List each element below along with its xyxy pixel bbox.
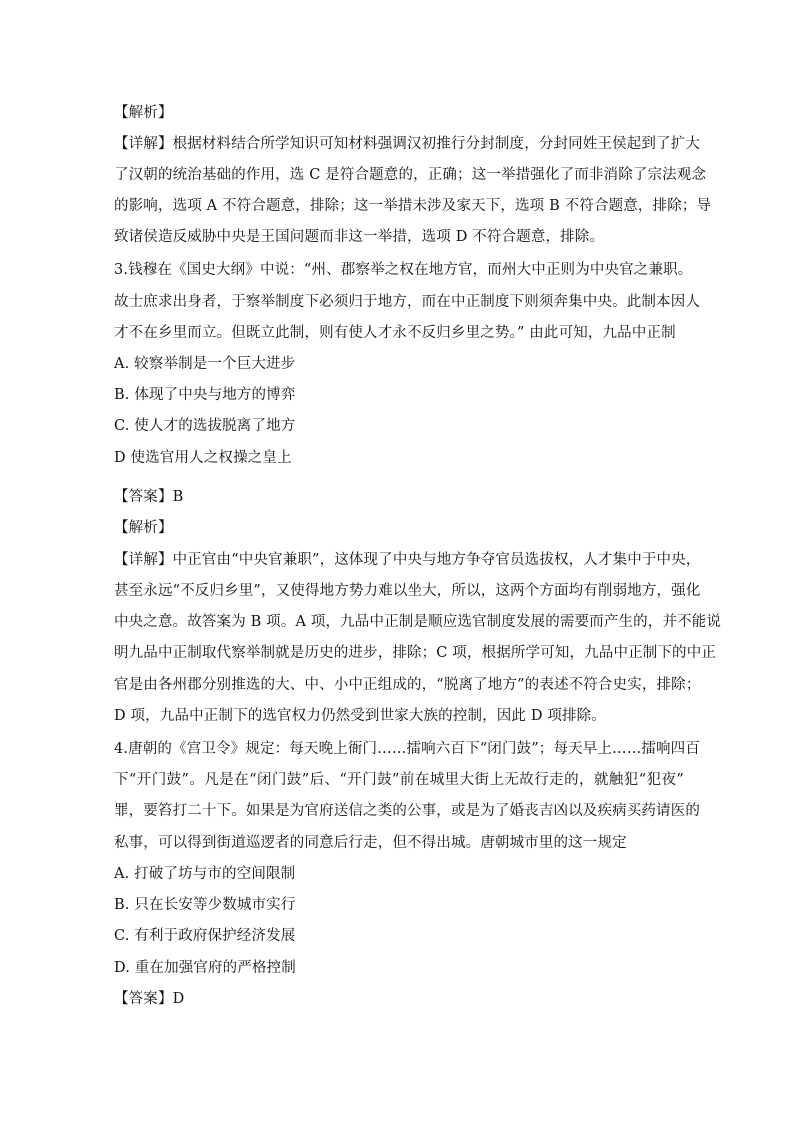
question-4-option-d: D. 重在加强官府的严格控制: [114, 960, 296, 976]
answer-4-label: 【答案】D: [114, 991, 185, 1007]
question-4-option-a: A. 打破了坊与市的空间限制: [114, 866, 296, 882]
question-3-stem-line: 才不在乡里而立。但既立此制，则有使人才永不反归乡里之势。” 由此可知，九品中正制: [114, 325, 676, 341]
detail-paragraph-line: 明九品中正制取代察举制就是历史的进步，排除；C 项，根据所学可知，九品中正制下的中正: [114, 645, 716, 661]
detail-paragraph-line: D 项，九品中正制下的选官权力仍然受到世家大族的控制，因此 D 项排除。: [114, 708, 606, 724]
detail-paragraph-line: 致诸侯造反威胁中央是王国问题而非这一举措，选项 D 不符合题意，排除。: [114, 229, 605, 245]
question-3-stem-line: 故士庶求出身者，于察举制度下必须归于地方，而在中正制度下则须奔集中央。此制本因人: [114, 294, 700, 310]
detail-paragraph-line: 的影响，选项 A 不符合题意，排除；这一举措未涉及家天下，选项 B 不符合题意，排除；导: [114, 198, 712, 214]
detail-paragraph-line: 甚至永远“不反归乡里”，又使得地方势力难以坐大，所以，这两个方面均有削弱地方，强化: [114, 583, 701, 599]
analysis-heading: 【解析】: [114, 520, 173, 536]
question-4-stem-line: 下“开门鼓”。凡是在“闭门鼓”后、“开门鼓”前在城里大街上无故行走的，就触犯“犯夜”: [114, 772, 684, 788]
question-3-option-c: C. 使人才的选拔脱离了地方: [114, 418, 296, 434]
question-4-stem-line: 4.唐朝的《宫卫令》规定：每天晚上衙门……擂响六百下“闭门鼓”；每天早上……擂响四百: [114, 741, 700, 757]
detail-paragraph-line: 了汉朝的统治基础的作用，选 C 是符合题意的，正确；这一举措强化了而非消除了宗法观念: [114, 167, 707, 183]
question-3-option-b: B. 体现了中央与地方的博弈: [114, 387, 296, 403]
detail-paragraph-line: 官是由各州郡分别推选的大、中、小中正组成的，“脱离了地方”的表述不符合史实，排除；: [114, 677, 701, 693]
detail-paragraph-line: 中央之意。故答案为 B 项。A 项，九品中正制是顺应选官制度发展的需要而产生的，并不能说: [114, 614, 722, 630]
question-3-stem-line: 3.钱穆在《国史大纲》中说：“州、郡察举之权在地方官，而州大中正则为中央官之兼职。: [114, 262, 693, 278]
answer-3-label: 【答案】B: [114, 489, 184, 505]
detail-paragraph-line: 【详解】中正官由“中央官兼职”，这体现了中央与地方争夺官员选拔权，人才集中于中央，: [114, 552, 701, 568]
question-4-option-b: B. 只在长安等少数城市实行: [114, 897, 296, 913]
question-4-stem-line: 罪，要笞打二十下。如果是为官府送信之类的公事，或是为了婚丧吉凶以及疾病买药请医的: [114, 803, 700, 819]
question-3-option-a: A. 较察举制是一个巨大进步: [114, 356, 296, 372]
detail-paragraph-line: 【详解】根据材料结合所学知识可知材料强调汉初推行分封制度，分封同姓王侯起到了扩大: [114, 136, 700, 152]
question-4-stem-line: 私事，可以得到街道巡逻者的同意后行走，但不得出城。唐朝城市里的这一规定: [114, 835, 627, 851]
analysis-heading: 【解析】: [114, 105, 173, 121]
question-3-option-d: D 使选官用人之权操之皇上: [114, 450, 292, 466]
question-4-option-c: C. 有利于政府保护经济发展: [114, 928, 296, 944]
